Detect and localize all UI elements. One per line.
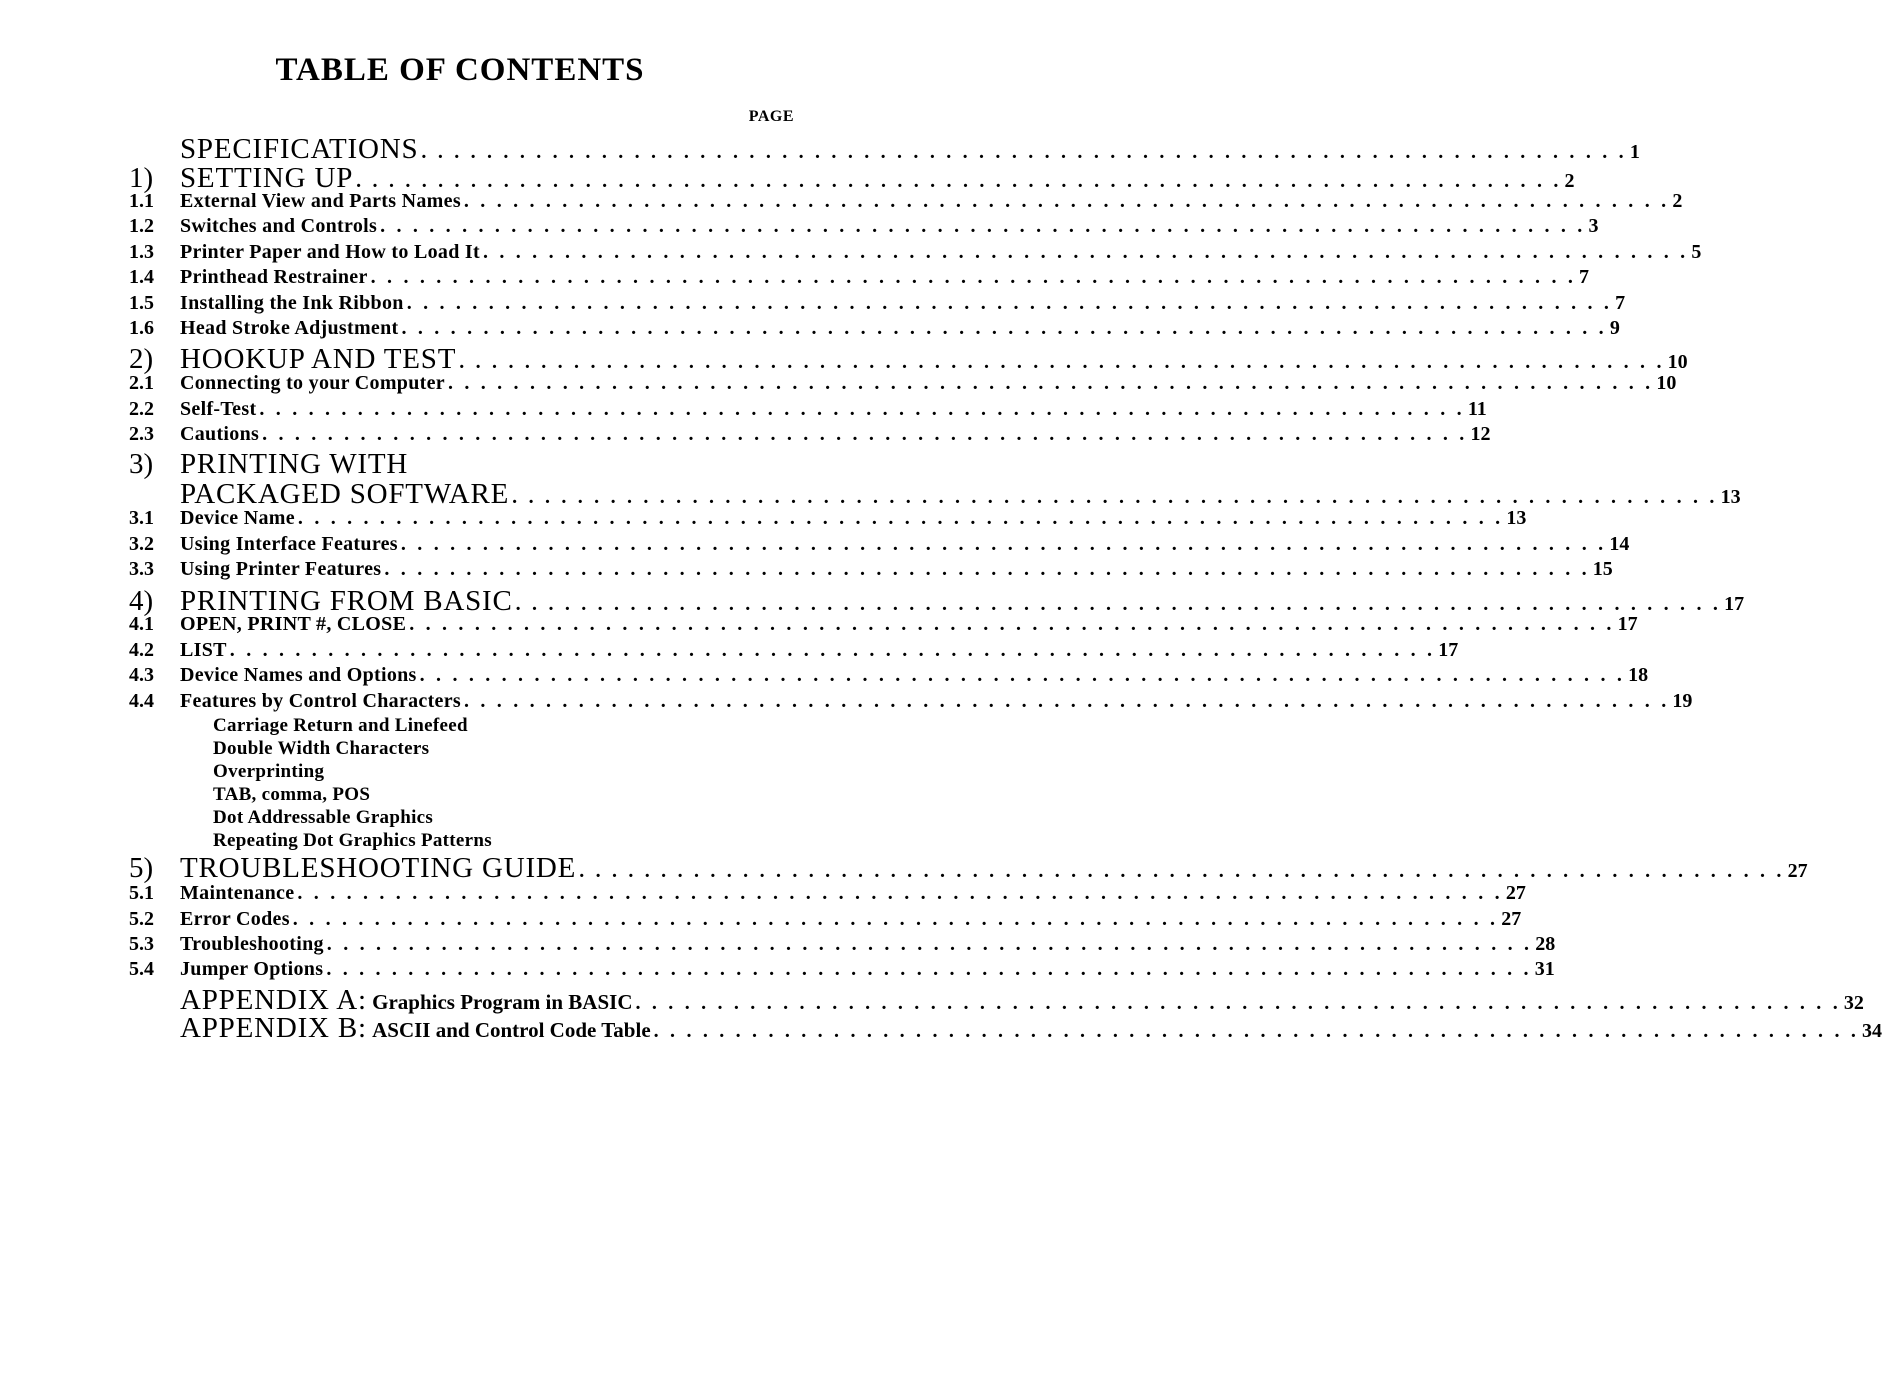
toc-number: 1.1 — [129, 190, 154, 212]
toc-number: 2) — [129, 343, 154, 375]
toc-page-number: 7 — [1579, 266, 1590, 288]
toc-number: 5.2 — [129, 908, 154, 930]
toc-number: 2.3 — [129, 423, 154, 445]
toc-subitem-label: Overprinting — [213, 761, 325, 782]
toc-leader-dots: . . . . . . . . . . . . . . . . . . . . . . . . . . . . . . . . . . . . . . . . . . . . . . . . . . . . . . . . . . . . . . . . . . . . . . . . . . — [326, 958, 1532, 980]
toc-leader-dots: . . . . . . . . . . . . . . . . . . . . . . . . . . . . . . . . . . . . . . . . . . . . . . . . . . . . . . . . . . . . . . . . . . . . . . . . . . — [262, 423, 1468, 445]
toc-page-number: 27 — [1501, 908, 1522, 930]
toc-number: 3.1 — [129, 507, 154, 529]
toc-page-number: 31 — [1534, 958, 1555, 980]
toc-number: 3.3 — [129, 558, 154, 580]
toc-leader-dots: . . . . . . . . . . . . . . . . . . . . . . . . . . . . . . . . . . . . . . . . . . . . . . . . . . . . . . . . . . . . . . . . . . . . . . . . . . — [579, 860, 1785, 882]
toc-number: 5.4 — [129, 958, 154, 980]
toc-page-number: 10 — [1656, 372, 1677, 394]
toc-page-number: 27 — [1787, 860, 1808, 882]
toc-leader-dots: . . . . . . . . . . . . . . . . . . . . . . . . . . . . . . . . . . . . . . . . . . . . . . . . . . . . . . . . . . . . . . . . . . . . . . . . . . — [463, 190, 1670, 212]
toc-title: HOOKUP AND TEST — [180, 343, 457, 375]
toc-number: 3) — [129, 448, 154, 480]
toc-page-number: 2 — [1672, 190, 1683, 212]
toc-page-number: 7 — [1615, 292, 1626, 314]
toc-number: 1.5 — [129, 292, 154, 314]
toc-title: Error Codes — [180, 908, 290, 930]
toc-title: APPENDIX B: — [180, 1012, 367, 1044]
toc-number: 4.1 — [129, 613, 154, 635]
toc-leader-dots: . . . . . . . . . . . . . . . . . . . . . . . . . . . . . . . . . . . . . . . . . . . . . . . . . . . . . . . . . . . . . . . . . . . . . . . . . . — [259, 398, 1465, 420]
toc-title: Switches and Controls — [180, 215, 378, 237]
toc-title: PRINTING WITH — [180, 448, 409, 480]
page-title: TABLE OF CONTENTS — [275, 52, 645, 88]
toc-number: 1.6 — [129, 317, 154, 339]
toc-title: APPENDIX A: — [180, 984, 367, 1016]
toc-title: Using Interface Features — [180, 533, 398, 555]
toc-title: Printer Paper and How to Load It — [180, 241, 480, 263]
toc-leader-dots: . . . . . . . . . . . . . . . . . . . . . . . . . . . . . . . . . . . . . . . . . . . . . . . . . . . . . . . . . . . . . . . . . . . . . . . . . . — [447, 372, 1654, 394]
toc-leader-dots: . . . . . . . . . . . . . . . . . . . . . . . . . . . . . . . . . . . . . . . . . . . . . . . . . . . . . . . . . . . . . . . . . . . . . . . . . . — [421, 141, 1627, 163]
toc-page-number: 13 — [1720, 486, 1741, 508]
toc-number: 4.3 — [129, 664, 154, 686]
toc-title: PRINTING FROM BASIC — [180, 585, 513, 617]
toc-title: Connecting to your Computer — [180, 372, 445, 394]
toc-page-number: 17 — [1617, 613, 1638, 635]
toc-subitem-label: Double Width Characters — [213, 738, 430, 759]
toc-number: 2.1 — [129, 372, 154, 394]
toc-title: TROUBLESHOOTING GUIDE — [180, 852, 577, 884]
toc-number: 4.2 — [129, 639, 154, 661]
toc-title: SETTING UP — [180, 162, 354, 194]
toc-leader-dots: . . . . . . . . . . . . . . . . . . . . . . . . . . . . . . . . . . . . . . . . . . . . . . . . . . . . . . . . . . . . . . . . . . . . . . . . . . — [635, 992, 1841, 1014]
toc-leader-dots: . . . . . . . . . . . . . . . . . . . . . . . . . . . . . . . . . . . . . . . . . . . . . . . . . . . . . . . . . . . . . . . . . . . . . . . . . . — [464, 690, 1670, 712]
toc-leader-dots: . . . . . . . . . . . . . . . . . . . . . . . . . . . . . . . . . . . . . . . . . . . . . . . . . . . . . . . . . . . . . . . . . . . . . . . . . . — [356, 170, 1562, 192]
toc-number: 1.4 — [129, 266, 154, 288]
toc-page-number: 28 — [1535, 933, 1556, 955]
toc-page-number: 17 — [1438, 639, 1459, 661]
toc-leader-dots: . . . . . . . . . . . . . . . . . . . . . . . . . . . . . . . . . . . . . . . . . . . . . . . . . . . . . . . . . . . . . . . . . . . . . . . . . . — [384, 558, 1590, 580]
toc-page-number: 17 — [1724, 593, 1745, 615]
toc-leader-dots: . . . . . . . . . . . . . . . . . . . . . . . . . . . . . . . . . . . . . . . . . . . . . . . . . . . . . . . . . . . . . . . . . . . . . . . . . . — [370, 266, 1577, 288]
toc-title: Using Printer Features — [180, 558, 382, 580]
toc-leader-dots: . . . . . . . . . . . . . . . . . . . . . . . . . . . . . . . . . . . . . . . . . . . . . . . . . . . . . . . . . . . . . . . . . . . . . . . . . . — [459, 351, 1665, 373]
toc-leader-dots: . . . . . . . . . . . . . . . . . . . . . . . . . . . . . . . . . . . . . . . . . . . . . . . . . . . . . . . . . . . . . . . . . . . . . . . . . . — [515, 593, 1722, 615]
toc-leader-dots: . . . . . . . . . . . . . . . . . . . . . . . . . . . . . . . . . . . . . . . . . . . . . . . . . . . . . . . . . . . . . . . . . . . . . . . . . . — [297, 882, 1503, 904]
toc-title: Device Names and Options — [180, 664, 417, 686]
toc-subitem-label: Repeating Dot Graphics Patterns — [213, 830, 492, 851]
toc-leader-dots: . . . . . . . . . . . . . . . . . . . . . . . . . . . . . . . . . . . . . . . . . . . . . . . . . . . . . . . . . . . . . . . . . . . . . . . . . . — [401, 317, 1607, 339]
toc-leader-dots: . . . . . . . . . . . . . . . . . . . . . . . . . . . . . . . . . . . . . . . . . . . . . . . . . . . . . . . . . . . . . . . . . . . . . . . . . . — [512, 486, 1718, 508]
toc-title: External View and Parts Names — [180, 190, 461, 212]
toc-subitem-label: Carriage Return and Linefeed — [213, 715, 468, 736]
toc-number: 1.3 — [129, 241, 154, 263]
toc-leader-dots: . . . . . . . . . . . . . . . . . . . . . . . . . . . . . . . . . . . . . . . . . . . . . . . . . . . . . . . . . . . . . . . . . . . . . . . . . . — [653, 1020, 1860, 1042]
toc-title: Printhead Restrainer — [180, 266, 368, 288]
toc-subitem-label: TAB, comma, POS — [213, 784, 371, 805]
toc-page-number: 1 — [1629, 141, 1640, 163]
toc-title: Head Stroke Adjustment — [180, 317, 399, 339]
toc-number: 5.1 — [129, 882, 154, 904]
toc-subtitle: ASCII and Control Code Table — [366, 1018, 651, 1042]
toc-title: Jumper Options — [180, 958, 324, 980]
toc-page-number: 13 — [1506, 507, 1527, 529]
toc-title: SPECIFICATIONS — [180, 133, 419, 165]
toc-page-number: 11 — [1467, 398, 1487, 420]
toc-title: Cautions — [180, 423, 260, 445]
toc-leader-dots: . . . . . . . . . . . . . . . . . . . . . . . . . . . . . . . . . . . . . . . . . . . . . . . . . . . . . . . . . . . . . . . . . . . . . . . . . . — [419, 664, 1626, 686]
toc-leader-dots: . . . . . . . . . . . . . . . . . . . . . . . . . . . . . . . . . . . . . . . . . . . . . . . . . . . . . . . . . . . . . . . . . . . . . . . . . . — [406, 292, 1613, 314]
toc-page-number: 10 — [1667, 351, 1688, 373]
toc-page-number: 14 — [1609, 533, 1630, 555]
toc-subitem-label: Dot Addressable Graphics — [213, 807, 434, 828]
toc-page-number: 15 — [1592, 558, 1613, 580]
toc-title: Installing the Ink Ribbon — [180, 292, 404, 314]
toc-number: 2.2 — [129, 398, 154, 420]
toc-title: Device Name — [180, 507, 295, 529]
toc-leader-dots: . . . . . . . . . . . . . . . . . . . . . . . . . . . . . . . . . . . . . . . . . . . . . . . . . . . . . . . . . . . . . . . . . . . . . . . . . . — [482, 241, 1689, 263]
toc-title: Self-Test — [180, 398, 257, 420]
toc-page-number: 2 — [1564, 170, 1575, 192]
toc-number: 5.3 — [129, 933, 154, 955]
toc-title: PACKAGED SOFTWARE — [180, 478, 510, 510]
toc-title: Features by Control Characters — [180, 690, 461, 712]
toc-page-number: 18 — [1628, 664, 1649, 686]
toc-page-number: 32 — [1843, 992, 1864, 1014]
toc-page-number: 34 — [1862, 1020, 1882, 1042]
toc-page-number: 19 — [1672, 690, 1693, 712]
toc-leader-dots: . . . . . . . . . . . . . . . . . . . . . . . . . . . . . . . . . . . . . . . . . . . . . . . . . . . . . . . . . . . . . . . . . . . . . . . . . . — [409, 613, 1615, 635]
toc-leader-dots: . . . . . . . . . . . . . . . . . . . . . . . . . . . . . . . . . . . . . . . . . . . . . . . . . . . . . . . . . . . . . . . . . . . . . . . . . . — [229, 639, 1436, 661]
toc-title: Maintenance — [180, 882, 295, 904]
toc-number: 1) — [129, 162, 154, 194]
toc-page-number: 3 — [1588, 215, 1599, 237]
toc-number: 1.2 — [129, 215, 154, 237]
toc-page-number: 12 — [1470, 423, 1491, 445]
toc-leader-dots: . . . . . . . . . . . . . . . . . . . . . . . . . . . . . . . . . . . . . . . . . . . . . . . . . . . . . . . . . . . . . . . . . . . . . . . . . . — [380, 215, 1586, 237]
toc-leader-dots: . . . . . . . . . . . . . . . . . . . . . . . . . . . . . . . . . . . . . . . . . . . . . . . . . . . . . . . . . . . . . . . . . . . . . . . . . . — [326, 933, 1533, 955]
toc-number: 3.2 — [129, 533, 154, 555]
toc-number: 4) — [129, 585, 154, 617]
toc-number: 5) — [129, 852, 154, 884]
toc-subtitle: Graphics Program in BASIC — [366, 990, 633, 1014]
toc-page-number: 27 — [1505, 882, 1526, 904]
toc-title: Troubleshooting — [180, 933, 324, 955]
toc-leader-dots: . . . . . . . . . . . . . . . . . . . . . . . . . . . . . . . . . . . . . . . . . . . . . . . . . . . . . . . . . . . . . . . . . . . . . . . . . . — [400, 533, 1607, 555]
toc-leader-dots: . . . . . . . . . . . . . . . . . . . . . . . . . . . . . . . . . . . . . . . . . . . . . . . . . . . . . . . . . . . . . . . . . . . . . . . . . . — [297, 507, 1504, 529]
toc-page-number: 5 — [1691, 241, 1702, 263]
page-column-label: PAGE — [748, 108, 794, 125]
toc-title: OPEN, PRINT #, CLOSE — [180, 613, 407, 635]
toc-title: LIST — [180, 639, 227, 661]
toc-leader-dots: . . . . . . . . . . . . . . . . . . . . . . . . . . . . . . . . . . . . . . . . . . . . . . . . . . . . . . . . . . . . . . . . . . . . . . . . . . — [292, 908, 1499, 930]
toc-page-number: 9 — [1609, 317, 1620, 339]
toc-number: 4.4 — [129, 690, 154, 712]
